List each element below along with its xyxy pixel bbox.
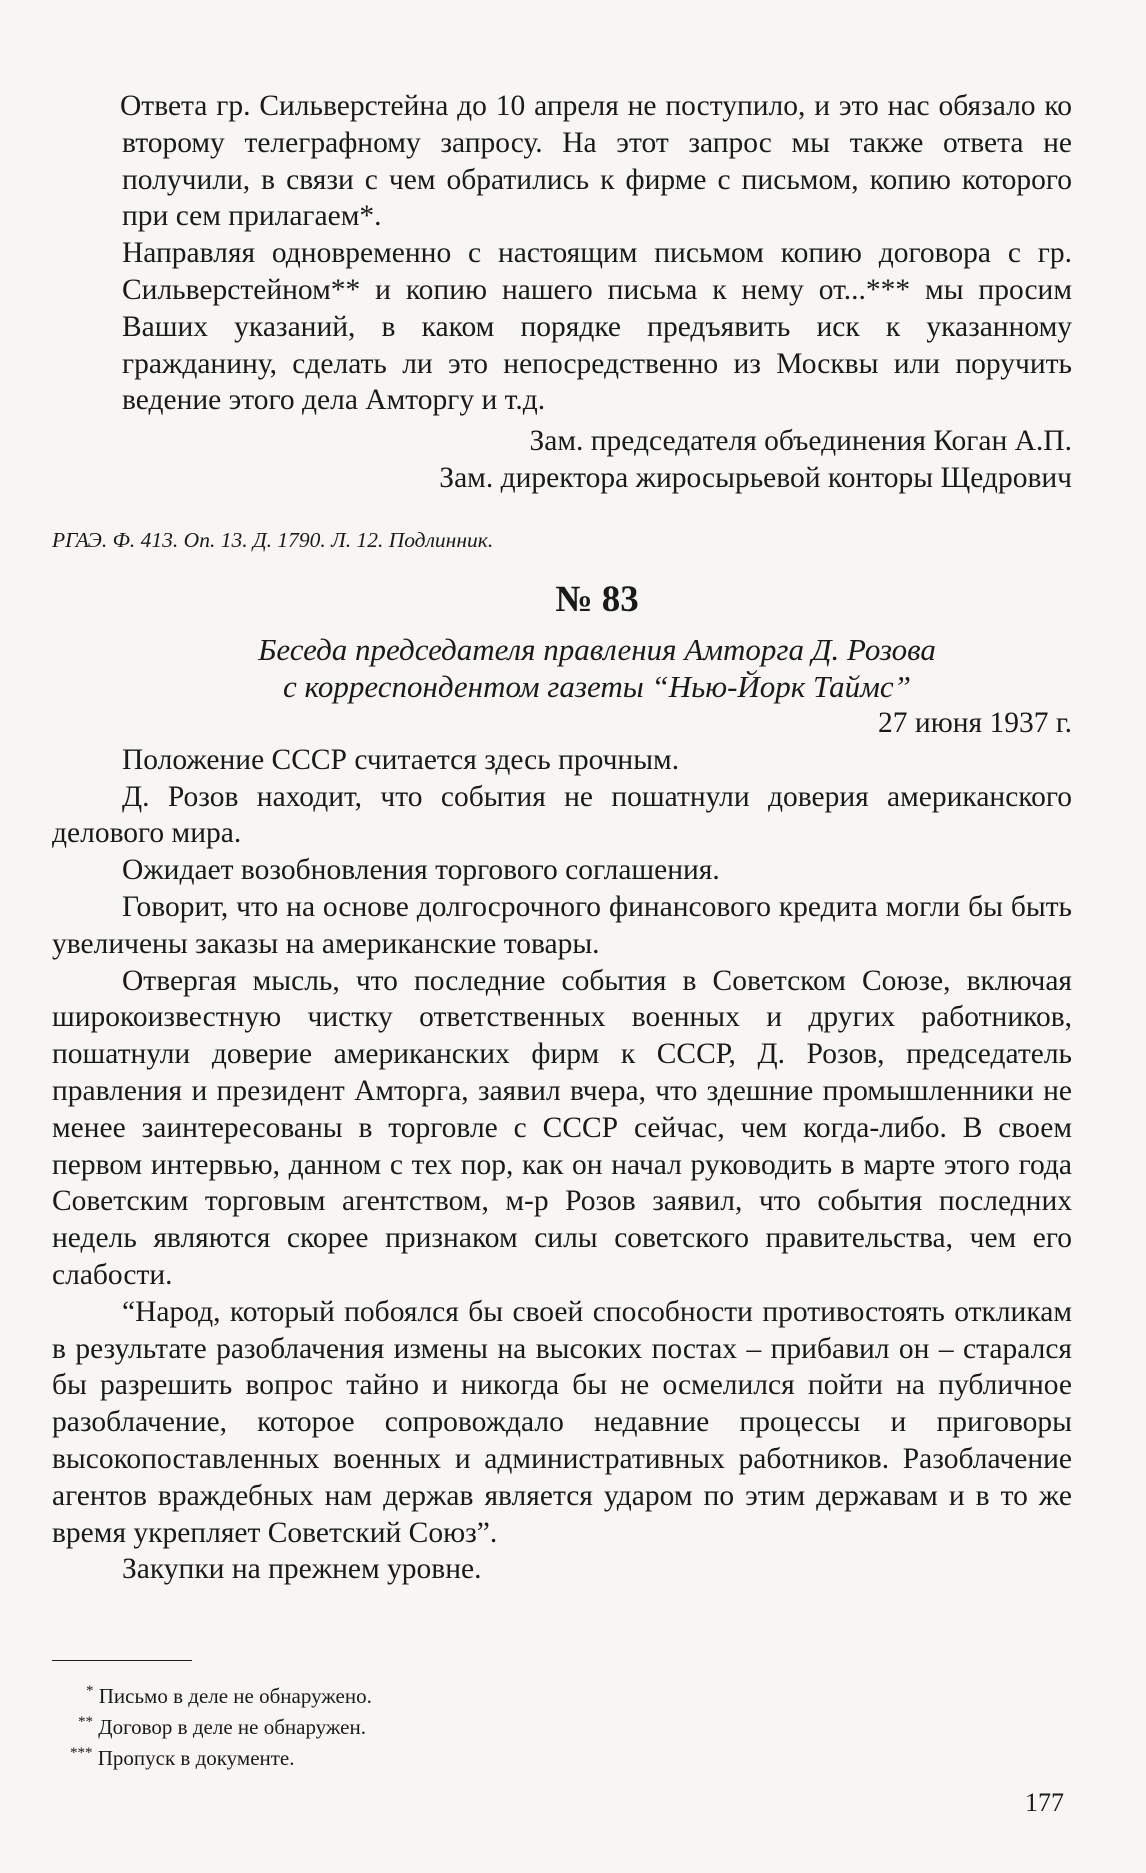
page-number: 177	[1025, 1788, 1064, 1817]
footnote-divider	[52, 1660, 192, 1661]
document-paragraph: Положение СССР считается здесь прочным.	[122, 743, 680, 776]
document-paragraph: Ожидает возобновления торгового соглашения.	[122, 854, 720, 887]
letter-paragraph	[122, 235, 1072, 419]
archive-source: РГАЭ. Ф. 413. Оп. 13. Д. 1790. Л. 12. Подлинник.	[52, 527, 494, 552]
signature-line: Зам. директора жиросырьевой конторы Щедрович	[439, 461, 1072, 494]
footnote-text: Договор в деле не обнаружен.	[98, 1715, 366, 1739]
document-paragraph: Закупки на прежнем уровне.	[122, 1553, 482, 1586]
footnote	[52, 1740, 372, 1771]
page-body	[52, 88, 1072, 1588]
document-paragraph: Д. Розов находит, что события не пошатнули доверия американского делового мира.	[52, 780, 1072, 850]
letter-paragraph-text: Ответа гр. Сильверстейна до 10 апреля не поступило, и это нас обязало ко второму телеграфному запросу. На этот запрос мы также ответа не получили, в связи с чем обратились к фирме с письмом, копию которого при сем прилагаем*.	[120, 90, 1072, 233]
document-paragraph: Говорит, что на основе долгосрочного финансового кредита могли бы быть увеличены заказы на американские товары.	[52, 890, 1072, 960]
document-paragraph: Отвергая мысль, что последние события в Советском Союзе, включая широкоизвестную чистку ответственных военных и других работников, пошатнули доверие американских фирм к СССР, Д. Розов, председатель правления и президент Амторга, заявил вчера, что здешние промышленники не менее заинтересованы в торговле с СССР сейчас, чем когда-либо. В своем первом интервью, данном с тех пор, как он начал руководить в марте этого года Советским торговым агентством, м-р Розов заявил, что события последних недель являются скорее признаком силы советского правительства, чем его слабости.	[52, 964, 1072, 1291]
footnote-mark: ***	[70, 1745, 93, 1761]
document-title-line: Беседа председателя правления Амторга Д. Розова	[258, 631, 936, 667]
signature-line: Зам. председателя объединения Коган А.П.	[529, 425, 1072, 458]
footnote-mark: *	[86, 1683, 94, 1699]
footnote-text: Письмо в деле не обнаружено.	[98, 1684, 372, 1708]
document-title-line: с корреспондентом газеты “Нью-Йорк Таймс”	[283, 668, 911, 704]
letter-paragraph-text: Направляя одновременно с настоящим письмом копию договора с гр. Сильверстейном** и копию нашего письма к нему от...*** мы просим Ваших указаний, в каком порядке предъявить иск к указанному гражданину, сделать ли это непосредственно из Москвы или поручить ведение этого дела Амторгу и т.д.	[122, 237, 1072, 417]
footnote	[52, 1678, 372, 1709]
footnote-mark: **	[78, 1714, 93, 1730]
footnote-text: Пропуск в документе.	[97, 1746, 295, 1770]
document-date: 27 июня 1937 г.	[878, 706, 1072, 739]
footnotes	[52, 1678, 372, 1771]
document-paragraph: “Народ, который побоялся бы своей способности противостоять откликам в результате разоблачения измены на высоких постах – прибавил он – старался бы разрешить вопрос тайно и никогда бы не осмелился пойти на публичное разоблачение, которое сопровождало недавние процессы и приговоры высокопоставленных военных и административных работников. Разоблачение агентов враждебных нам держав является ударом по этим державам и в то же время укрепляет Советский Союз”.	[52, 1295, 1072, 1549]
letter-paragraph	[122, 88, 1072, 235]
footnote	[52, 1709, 372, 1740]
document-number: № 83	[555, 578, 639, 620]
